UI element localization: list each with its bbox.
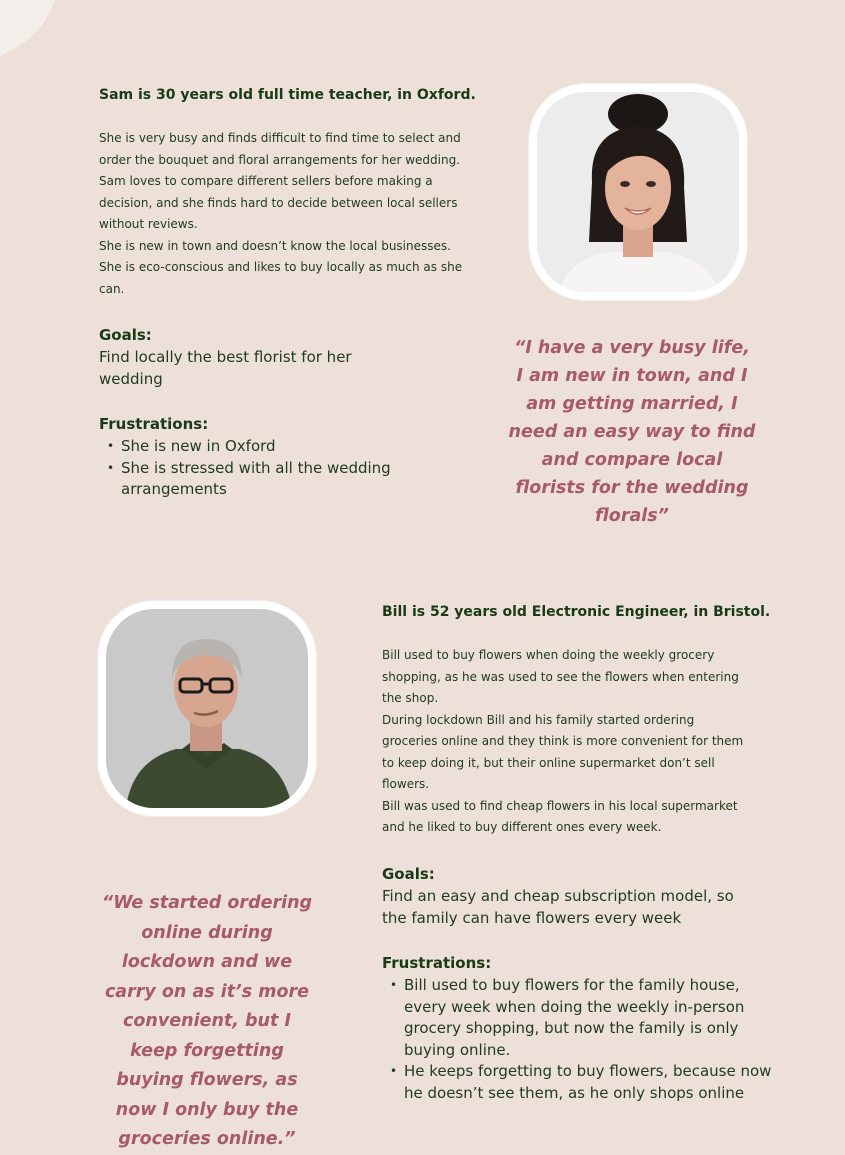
list-item: • He keeps forgetting to buy flowers, because now he doesn’t see them, as he only shops online (404, 1061, 774, 1104)
sam-photo (537, 92, 739, 292)
list-item: • She is new in Oxford (121, 436, 421, 458)
corner-decoration (0, 0, 88, 61)
bill-goals-text: Find an easy and cheap subscription model, so the family can have flowers every week (382, 887, 734, 927)
bill-goals-title: Goals: (382, 865, 435, 883)
list-item: • Bill used to buy flowers for the family house, every week when doing the weekly in-person grocery shopping, but now the family is only buying online. (404, 975, 774, 1061)
bill-portrait-image (106, 609, 308, 808)
list-item: • She is stressed with all the wedding arrangements (121, 458, 421, 501)
bill-quote: “We started ordering online during lockdown and we carry on as it’s more convenient, but I keep forgetting buying flowers, as now I only buy the groceries online.” (101, 893, 313, 1149)
sam-goals-text: Find locally the best florist for her wedding (99, 348, 352, 388)
bill-photo (106, 609, 308, 808)
sam-goals-title: Goals: (99, 326, 152, 344)
bill-description: Bill used to buy flowers when doing the weekly grocery shopping, as he was used to see the flowers when entering the shop. During lockdown Bill and his family started ordering groceries online and they think is more convenient for them to keep doing it, but their online supermarket don’t sell flowers. Bill was used to find cheap flowers in his local supermarket and he liked to buy different ones every week. (382, 648, 744, 834)
bill-frustrations-list (382, 975, 774, 1104)
sam-quote: “I have a very busy life, I am new in town, and I am getting married, I need an easy way to find and compare local florists for the wedding florals” (508, 338, 756, 526)
sam-frustrations-title: Frustrations: (99, 415, 209, 433)
sam-heading: Sam is 30 years old full time teacher, in Oxford. (99, 87, 476, 103)
sam-photo-frame (529, 84, 747, 300)
sam-description: She is very busy and finds difficult to find time to select and order the bouquet and floral arrangements for her wedding. Sam loves to compare different sellers before making a decision, and she finds hard to decide between local sellers without reviews. She is new in town and doesn’t know the local businesses. She is eco-conscious and likes to buy locally as much as she can. (99, 131, 463, 296)
bill-heading: Bill is 52 years old Electronic Engineer, in Bristol. (382, 604, 771, 620)
sam-portrait-image (537, 92, 739, 292)
sam-frustrations-list (99, 436, 421, 501)
bill-frustrations-title: Frustrations: (382, 954, 492, 972)
bill-photo-frame (98, 601, 316, 816)
